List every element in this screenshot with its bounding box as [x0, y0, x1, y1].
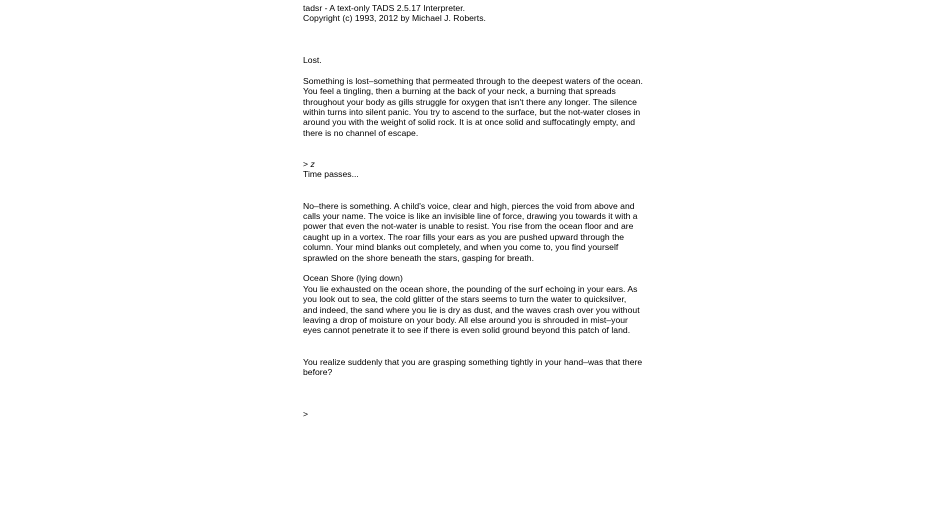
room-description: You lie exhausted on the ocean shore, the pounding of the surf echoing in your ears. As you look out to sea, the cold glitter of the stars seems to turn the water to quicksilver, and indeed, the sand where you lie is dry as dust, and the waves crash over you without leaving a drop of moisture on your body. All else around you is shrouded in mist–your eyes cannot penetrate it to see if there is even solid ground beyond this patch of land. [303, 283, 640, 336]
spacer [303, 263, 643, 273]
spacer [303, 34, 643, 44]
spacer [303, 65, 643, 75]
story-intro-paragraph: Something is lost–something that permeated through to the deepest waters of the ocean. You feel a tingling, then a burning at the back of your neck, a burning that spreads throughout your body as gills struggle for oxygen that isn't there any longer. The silence within turns into silent panic. You try to ascend to the surface, but the not-water closes in around you with the weight of solid rock. It is at once solid and suffocatingly empty, and there is no channel of escape. [303, 75, 643, 138]
story-paragraph-vortex: No–there is something. A child's voice, clear and high, pierces the void from above and calls your name. The voice is like an invisible line of force, drawing you towards it with a power that even the not-water is unable to resist. You rise from the ocean floor and are caught up in a vortex. The roar fills your ears as you are pushed upward through the column. Your mind blanks out completely, and when you come to, you find yourself sprawled on the shore beneath the stars, gasping for breath. [303, 200, 638, 263]
spacer [303, 336, 643, 346]
command-response: Time passes... [303, 169, 359, 180]
spacer [303, 398, 643, 408]
prompt-symbol: > [303, 408, 309, 419]
command-text: z [310, 159, 315, 169]
terminal-output [303, 3, 643, 419]
command-prompt-echo [303, 159, 643, 169]
interpreter-banner-line-1: tadsr - A text-only TADS 2.5.17 Interpreter. [303, 3, 466, 13]
prompt-space [308, 409, 310, 419]
spacer [303, 24, 643, 34]
spacer [303, 180, 643, 190]
spacer [303, 138, 643, 148]
spacer [303, 377, 643, 387]
spacer [303, 45, 643, 55]
room-name: Ocean Shore (lying down) [303, 273, 403, 284]
story-paragraph-hand: You realize suddenly that you are grasping something tightly in your hand–was that there before? [303, 356, 643, 378]
spacer [303, 149, 643, 159]
spacer [303, 388, 643, 398]
spacer [303, 346, 643, 356]
interpreter-banner-line-2: Copyright (c) 1993, 2012 by Michael J. Roberts. [303, 13, 486, 24]
spacer [303, 190, 643, 200]
active-command-prompt[interactable] [303, 409, 643, 419]
prompt-symbol: > [303, 159, 309, 169]
story-title: Lost. [303, 54, 322, 65]
